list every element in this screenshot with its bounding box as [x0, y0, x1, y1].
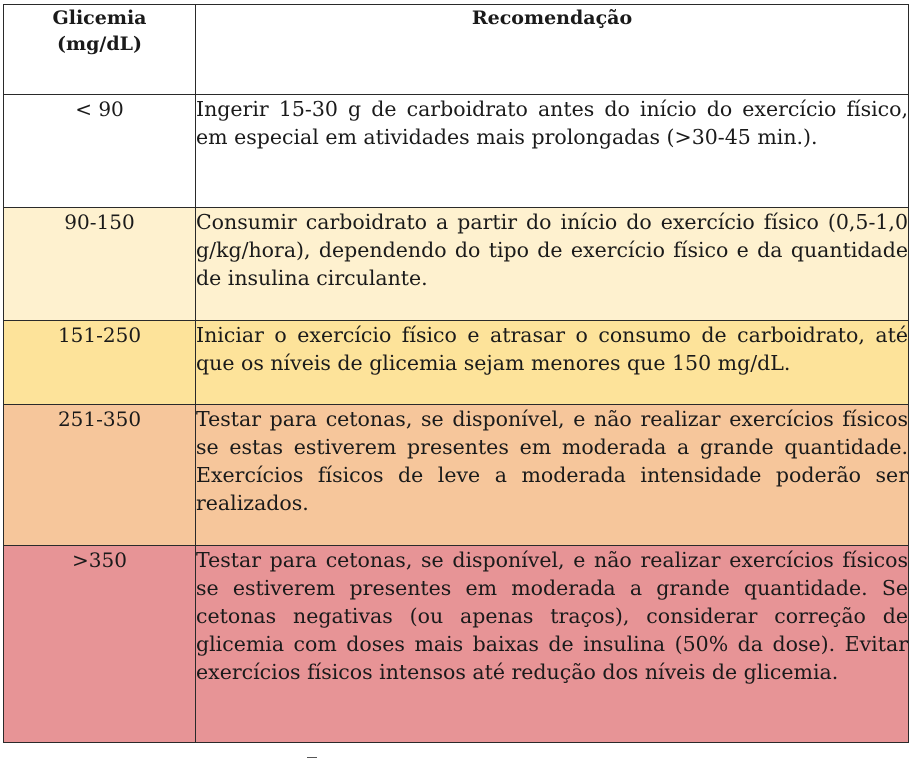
recommendation-cell: Iniciar o exercício físico e atrasar o consumo de carboidrato, até que os níveis de glicemia sejam menores que 150 mg/dL.	[196, 321, 909, 405]
recommendation-cell: Consumir carboidrato a partir do início do exercício físico (0,5-1,0 g/kg/hora), dependendo do tipo de exercício físico e da quantidade de insulina circulante.	[196, 208, 909, 321]
glicemia-range-cell: 90-150	[4, 208, 196, 321]
recommendation-cell: Testar para cetonas, se disponível, e não realizar exercícios físicos se estiverem presentes em moderada a grande quantidade. Se cetonas negativas (ou apenas traços), considerar correção de glicemia com doses mais baixas de insulina (50% da dose). Evitar exercícios físicos intensos até redução dos níveis de glicemia.	[196, 546, 909, 743]
glycemia-recommendation-table	[3, 4, 909, 743]
table-row	[4, 546, 909, 743]
header-glicemia-line1: Glicemia	[52, 7, 147, 29]
header-glicemia	[4, 5, 196, 95]
table-row	[4, 321, 909, 405]
table-row	[4, 95, 909, 208]
glicemia-range-cell: >350	[4, 546, 196, 743]
table-row	[4, 405, 909, 546]
table-row	[4, 208, 909, 321]
recommendation-cell: Ingerir 15-30 g de carboidrato antes do início do exercício físico, em especial em atividades mais prolongadas (>30-45 min.).	[196, 95, 909, 208]
glicemia-range-cell: < 90	[4, 95, 196, 208]
recommendation-cell: Testar para cetonas, se disponível, e não realizar exercícios físicos se estas estiverem presentes em moderada a grande quantidade. Exercícios físicos de leve a moderada intensidade poderão ser realizados.	[196, 405, 909, 546]
header-recomendacao: Recomendação	[196, 5, 909, 95]
glicemia-range-cell: 251-350	[4, 405, 196, 546]
glicemia-range-cell: 151-250	[4, 321, 196, 405]
cropped-text-fragment	[307, 757, 317, 761]
table-header-row	[4, 5, 909, 95]
header-glicemia-line2: (mg/dL)	[57, 33, 142, 55]
